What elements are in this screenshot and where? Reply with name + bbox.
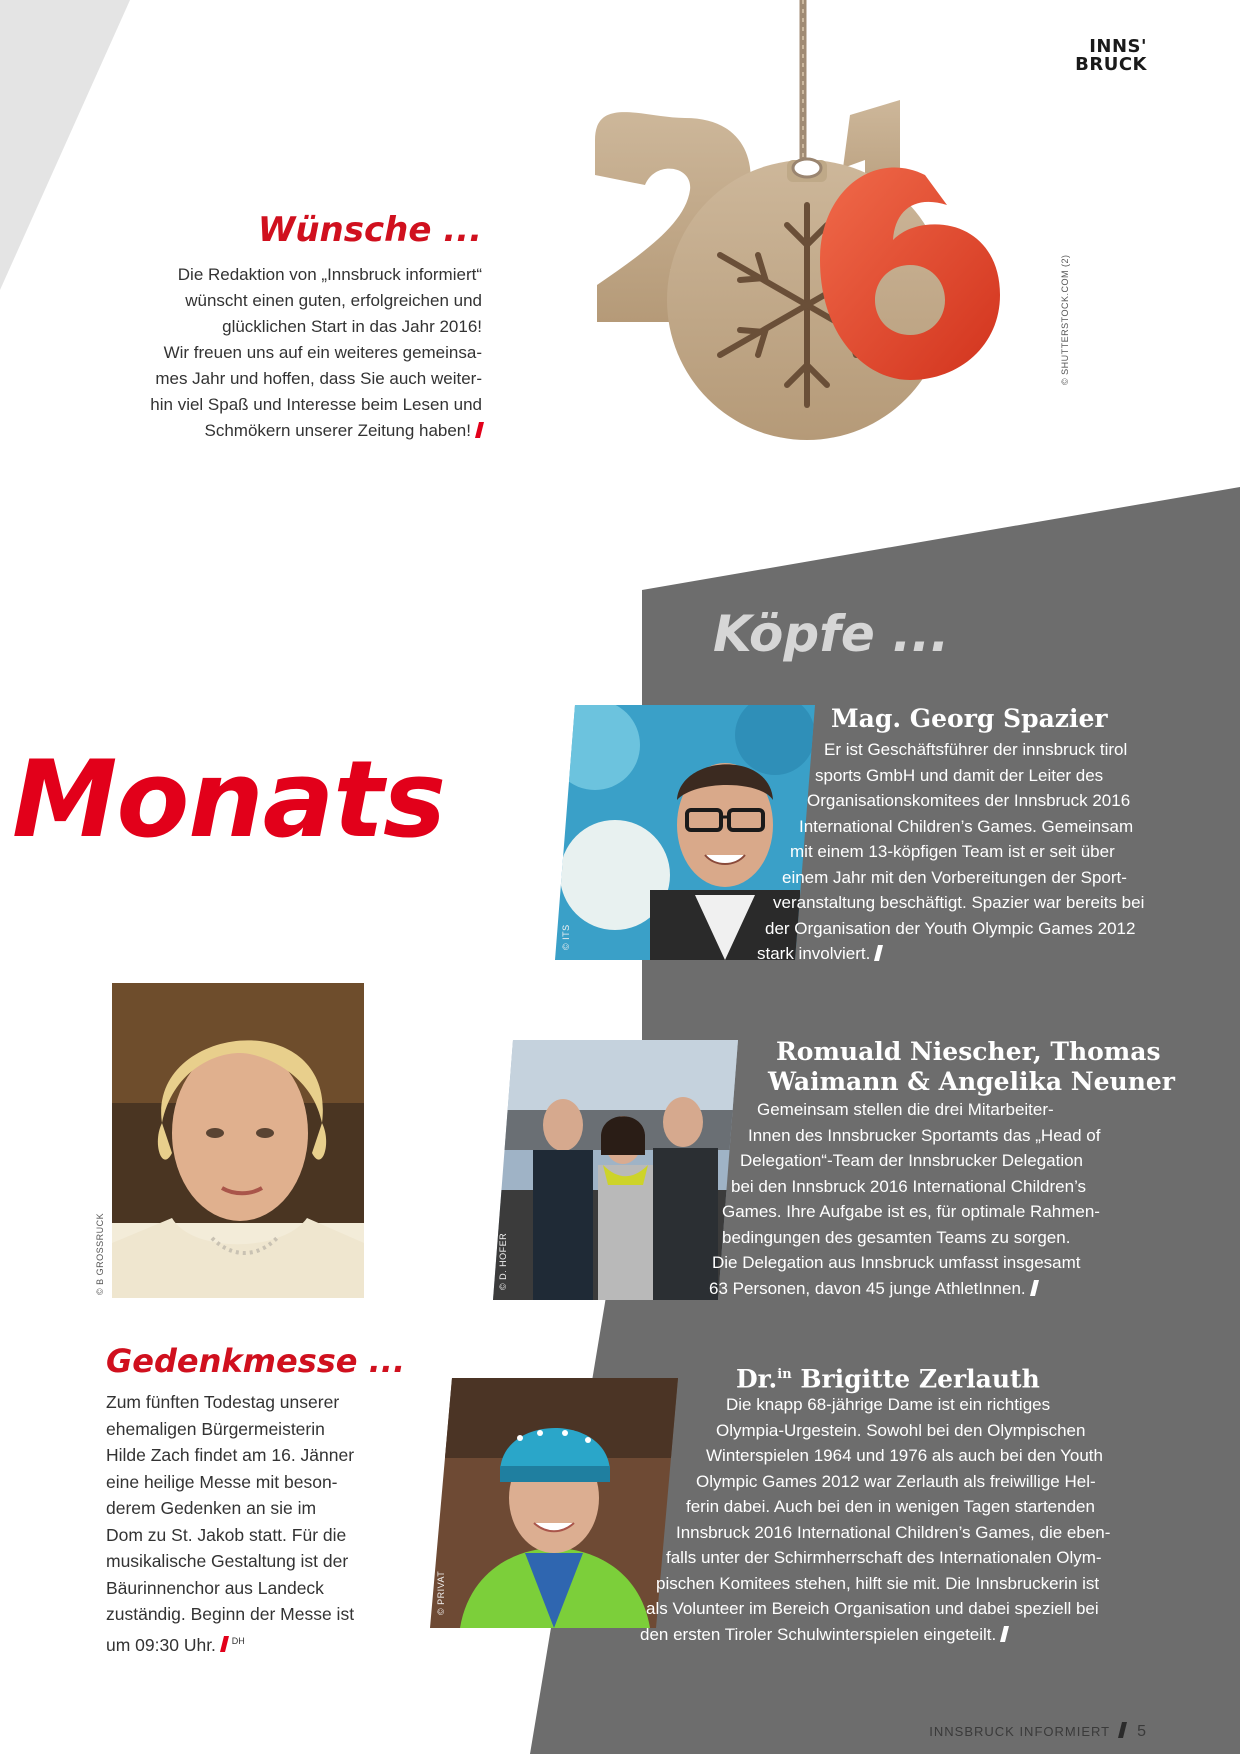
person-1-line: International Children’s Games. Gemeinsam	[799, 816, 1134, 836]
person-1-text	[0, 737, 1240, 977]
person-2-name	[700, 1037, 1240, 1101]
person-3-line: ferin dabei. Auch bei den in wenigen Tagen startenden	[686, 1497, 1095, 1516]
logo-line-2: BRUCK	[1075, 54, 1147, 75]
gedenkmesse-line: Bäurinnenchor aus Landeck	[106, 1577, 324, 1598]
photo-hilde-zach	[112, 983, 364, 1298]
monats-headline: Monats	[12, 738, 446, 861]
wuensche-line: mes Jahr und hoffen, dass Sie auch weiter-	[155, 369, 482, 388]
person-2-line: 63 Personen, davon 45 junge AthletInnen.	[709, 1276, 1037, 1302]
wuensche-line: wünscht einen guten, erfolgreichen und	[185, 291, 482, 310]
credit-hofer: © D. HOFER	[498, 1232, 508, 1290]
credit-its: © ITS	[561, 924, 571, 950]
logo-line-1: INNS'	[1089, 36, 1147, 57]
credit-grossruck: © B GROSSRUCK	[95, 1212, 105, 1295]
end-slash-icon	[1000, 1626, 1009, 1642]
person-3-line: pischen Komitees stehen, hilft sie mit. Die Innsbruckerin ist	[656, 1573, 1100, 1593]
person-2-name-line: Waimann & Angelika Neuner	[768, 1067, 1175, 1096]
wuensche-line: Die Redaktion von „Innsbruck informiert“	[177, 265, 482, 284]
ornament-hole	[793, 159, 821, 177]
person-2-line: Innen des Innsbrucker Sportamts das „Head of	[748, 1125, 1101, 1145]
gedenkmesse-line: zuständig. Beginn der Messe ist	[106, 1604, 355, 1624]
person-1-line: Er ist Geschäftsführer der innsbruck tirol	[824, 740, 1128, 759]
wuensche-title: Wünsche ...	[257, 210, 482, 250]
person-1-line: stark involviert.	[757, 941, 881, 967]
person-2-line: bei den Innsbruck 2016 International Children’s	[731, 1176, 1087, 1196]
person-2-name-line: Romuald Niescher, Thomas	[776, 1037, 1161, 1066]
publication-name: INNSBRUCK INFORMIERT	[929, 1724, 1111, 1739]
wuensche-line: Schmökern unserer Zeitung haben!	[102, 418, 482, 444]
credit-privat: © PRIVAT	[436, 1570, 446, 1615]
page-footer	[929, 1722, 1147, 1741]
person-2-line: bedingungen des gesamten Teams zu sorgen.	[722, 1227, 1071, 1247]
wuensche-text	[102, 262, 482, 444]
person-3-line: falls unter der Schirmherrschaft des Internationalen Olym-	[666, 1548, 1102, 1567]
gedenkmesse-line: ehemaligen Bürgermeisterin	[106, 1418, 325, 1439]
innsbruck-logo	[1075, 38, 1147, 74]
person-1-line: sports GmbH und damit der Leiter des	[815, 765, 1104, 785]
person-3-line: Die knapp 68-jährige Dame ist ein richtiges	[726, 1395, 1051, 1414]
gedenkmesse-line: derem Gedenken an sie im	[106, 1498, 317, 1518]
person-2-line: Games. Ihre Aufgabe ist es, für optimale Rahmen-	[722, 1202, 1100, 1221]
person-2-line: Delegation“-Team der Innsbrucker Delegation	[740, 1151, 1084, 1170]
gedenkmesse-line: eine heilige Messe mit beson-	[106, 1471, 338, 1492]
wuensche-line: glücklichen Start in das Jahr 2016!	[222, 317, 482, 336]
end-slash-icon	[874, 945, 883, 961]
person-1-line: veranstaltung beschäftigt. Spazier war bereits bei	[773, 893, 1145, 912]
person-3-name: Dr.$^{in}$ Brigitte Zerlauth	[736, 1364, 1040, 1394]
wuensche-line: Wir freuen uns auf ein weiteres gemeinsa-	[163, 343, 482, 362]
end-slash-icon	[1030, 1280, 1039, 1296]
koepfe-title: Köpfe ...	[713, 605, 950, 663]
person-3-line: Olympic Games 2012 war Zerlauth als freiwillige Hel-	[696, 1471, 1096, 1491]
person-2-line: Gemeinsam stellen die drei Mitarbeiter-	[757, 1100, 1054, 1119]
gedenkmesse-line: Zum fünften Todestag unserer	[106, 1392, 340, 1412]
footer-slash-icon	[1118, 1722, 1127, 1738]
person-3-line: Olympia-Urgestein. Sowohl bei den Olympischen	[716, 1420, 1086, 1440]
page-number: 5	[1137, 1723, 1147, 1740]
author-initials: DH	[231, 1635, 245, 1646]
credit-shutterstock: © SHUTTERSTOCK.COM (2)	[1060, 254, 1070, 385]
wuensche-line: hin viel Spaß und Interesse beim Lesen und	[150, 395, 482, 414]
gedenkmesse-line: um 09:30 Uhr. $^{DH}$	[106, 1634, 245, 1655]
person-2-line: Die Delegation aus Innsbruck umfasst insgesamt	[712, 1253, 1081, 1272]
person-1-line: Organisationskomitees der Innsbruck 2016	[807, 791, 1131, 810]
person-3-line: Winterspielen 1964 und 1976 als auch bei den Youth	[706, 1446, 1103, 1465]
person-3-line: als Volunteer im Bereich Organisation und dabei speziell bei	[646, 1599, 1099, 1618]
gedenkmesse-title: Gedenkmesse ...	[106, 1342, 406, 1380]
person-1-line: einem Jahr mit den Vorbereitungen der Sport-	[782, 867, 1127, 887]
person-1-line: der Organisation der Youth Olympic Games 2012	[765, 918, 1136, 938]
person-3-text	[0, 1392, 1240, 1652]
person-3-line: Innsbruck 2016 International Children’s Games, die eben-	[676, 1522, 1111, 1542]
gedenkmesse-line: musikalische Gestaltung ist der	[106, 1551, 349, 1571]
person-3-line: den ersten Tiroler Schulwinterspielen eingeteilt.	[640, 1622, 1007, 1648]
ornament-2016-illustration	[575, 0, 1015, 490]
person-1-name: Mag. Georg Spazier	[831, 704, 1108, 733]
person-1-line: mit einem 13-köpfigen Team ist er seit über	[790, 842, 1115, 861]
gedenkmesse-line: Dom zu St. Jakob statt. Für die	[106, 1524, 347, 1545]
gedenkmesse-line: Hilde Zach findet am 16. Jänner	[106, 1445, 355, 1465]
